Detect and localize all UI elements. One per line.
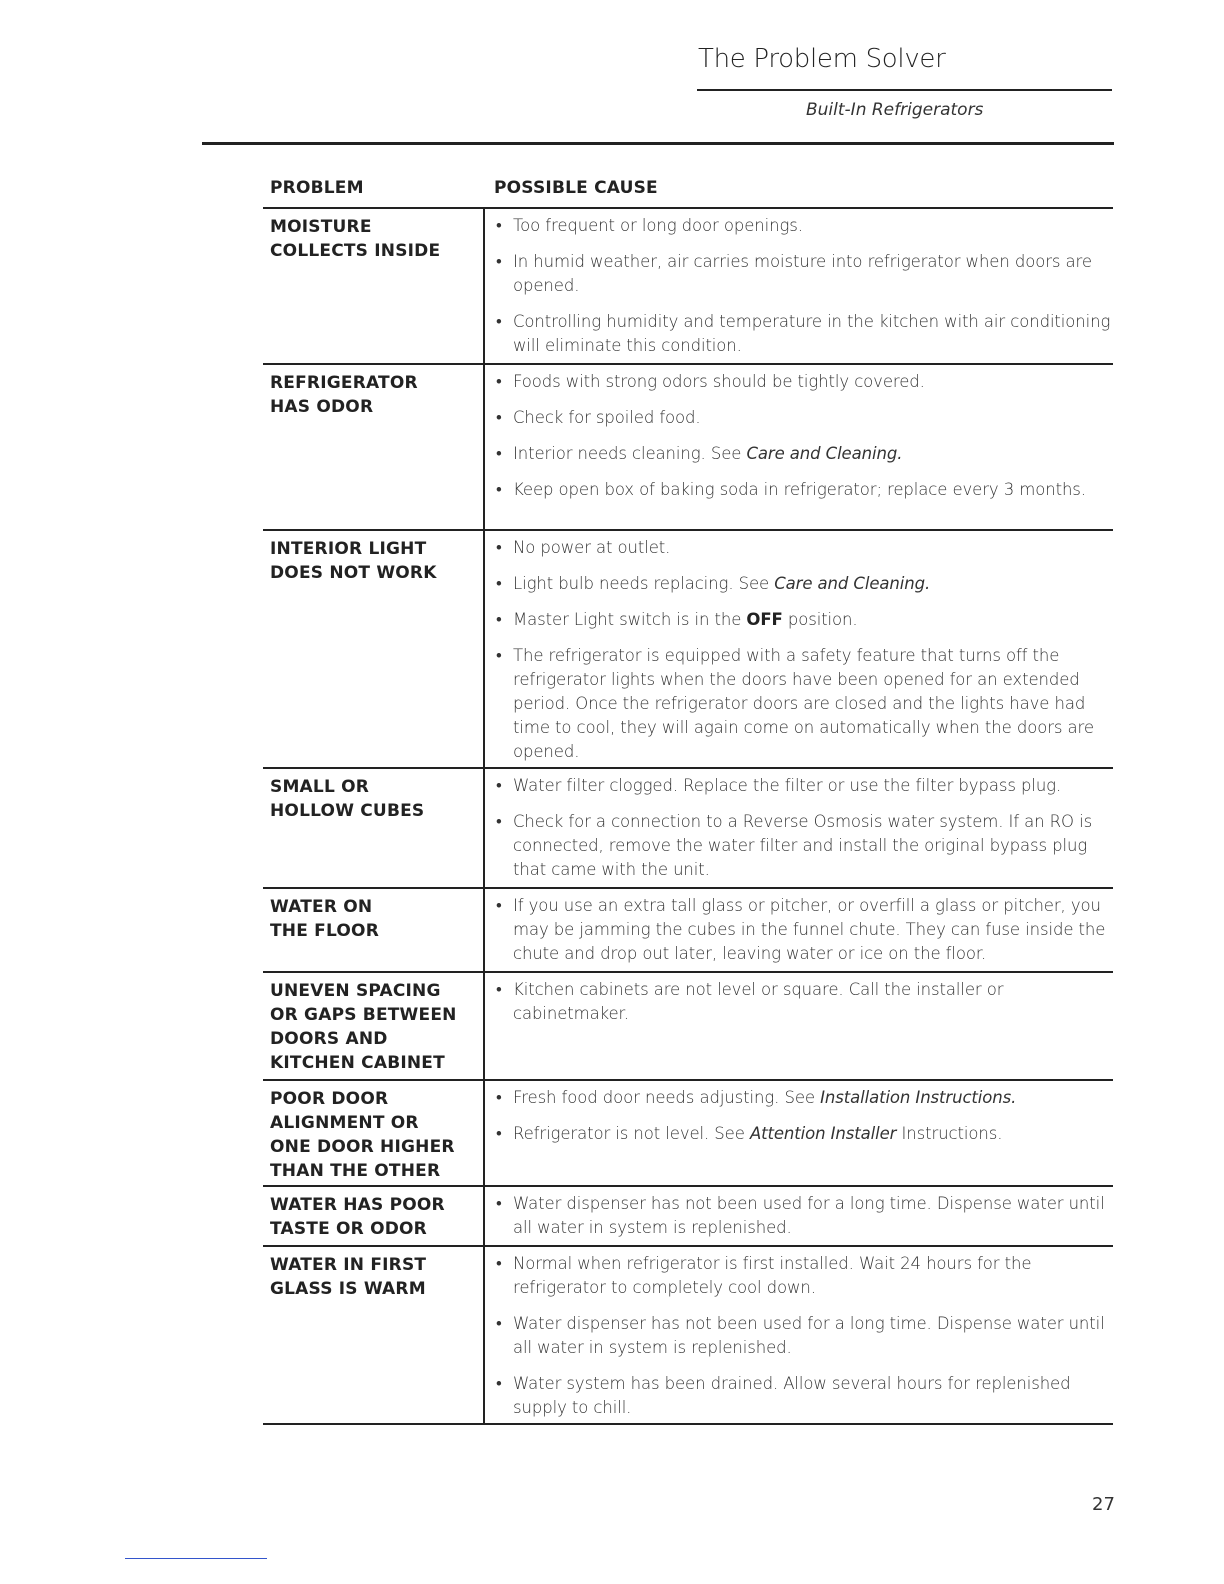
cause-text: If you use an extra tall glass or pitcher, or overfill a glass or pitcher, you may be jamming the cubes in the funnel chute. They can fuse inside the chute and drop out later, leaving water or ice on the floor. (513, 896, 1106, 963)
table-row (263, 769, 1113, 889)
cause-item (495, 310, 1113, 358)
cause-item (495, 1372, 1113, 1420)
cause-cell (485, 769, 1113, 887)
cause-cell (485, 889, 1113, 971)
problem-cell: MOISTURE COLLECTS INSIDE (263, 209, 485, 363)
cause-text: Water dispenser has not been used for a long time. Dispense water until all water in system is replenished. (513, 1194, 1105, 1237)
cause-text: Water filter clogged. Replace the filter or use the filter bypass plug. (513, 776, 1062, 795)
cause-item (495, 1252, 1113, 1300)
cause-text: Instructions. (896, 1124, 1003, 1143)
cause-cell (485, 1187, 1113, 1245)
cause-text: Refrigerator is not level. See (513, 1124, 750, 1143)
cause-item (495, 1192, 1113, 1240)
table-row (263, 209, 1113, 365)
problem-cell: SMALL OR HOLLOW CUBES (263, 769, 485, 887)
problem-cell: WATER HAS POOR TASTE OR ODOR (263, 1187, 485, 1245)
cause-text: Check for a connection to a Reverse Osmosis water system. If an RO is connected, remove the water filter and install the original bypass plug that came with the unit. (513, 812, 1093, 879)
cause-item (495, 1312, 1113, 1360)
cause-item (495, 608, 1113, 632)
cause-cell (485, 973, 1113, 1079)
cause-text: Light bulb needs replacing. See (513, 574, 775, 593)
cause-item (495, 370, 1113, 394)
cause-item (495, 406, 1113, 430)
page-title: The Problem Solver (698, 44, 946, 74)
problem-cell: WATER ON THE FLOOR (263, 889, 485, 971)
cause-item (495, 442, 1113, 466)
table-row (263, 889, 1113, 973)
cause-text: Too frequent or long door openings. (513, 216, 803, 235)
header-divider (202, 142, 1114, 145)
cause-text: Fresh food door needs adjusting. See (513, 1088, 821, 1107)
cause-text: Foods with strong odors should be tightly covered. (513, 372, 925, 391)
cause-text: Master Light switch is in the (513, 610, 747, 629)
table-body (263, 209, 1113, 1425)
cause-item (495, 894, 1113, 966)
table-header-row (263, 176, 1113, 209)
cause-item (495, 644, 1113, 764)
cause-cell (485, 1247, 1113, 1423)
cause-item (495, 774, 1113, 798)
column-header-cause: POSSIBLE CAUSE (494, 178, 658, 198)
cause-item (495, 214, 1113, 238)
cause-item (495, 810, 1113, 882)
problem-cell: REFRIGERATOR HAS ODOR (263, 365, 485, 529)
cause-item (495, 478, 1113, 502)
cause-item (495, 1122, 1113, 1146)
cause-item (495, 536, 1113, 560)
cause-text: OFF (746, 610, 783, 629)
title-rule (697, 89, 1112, 91)
table-row (263, 1081, 1113, 1187)
cause-text: Care and Cleaning. (774, 574, 931, 593)
table-row (263, 1187, 1113, 1247)
cause-text: No power at outlet. (513, 538, 671, 557)
cause-cell (485, 209, 1113, 363)
cause-text: position. (782, 610, 858, 629)
cause-text: Attention Installer (749, 1124, 897, 1143)
problem-cell: INTERIOR LIGHT DOES NOT WORK (263, 531, 485, 767)
cause-text: Interior needs cleaning. See (513, 444, 747, 463)
problem-solver-table (263, 176, 1113, 1425)
cause-cell (485, 1081, 1113, 1185)
table-row (263, 973, 1113, 1081)
cause-item (495, 572, 1113, 596)
column-header-problem: PROBLEM (270, 178, 364, 198)
cause-cell (485, 365, 1113, 529)
cause-cell (485, 531, 1113, 767)
footer-link-line (125, 1558, 267, 1559)
table-row (263, 365, 1113, 531)
cause-text: Normal when refrigerator is first installed. Wait 24 hours for the refrigerator to completely cool down. (513, 1254, 1032, 1297)
cause-text: Care and Cleaning. (746, 444, 903, 463)
cause-item (495, 1086, 1113, 1110)
problem-cell: UNEVEN SPACING OR GAPS BETWEEN DOORS AND KITCHEN CABINET (263, 973, 485, 1079)
cause-text: Check for spoiled food. (513, 408, 701, 427)
page-number: 27 (1092, 1494, 1115, 1515)
problem-cell: POOR DOOR ALIGNMENT OR ONE DOOR HIGHER THAN THE OTHER (263, 1081, 485, 1185)
cause-text: In humid weather, air carries moisture into refrigerator when doors are opened. (513, 252, 1092, 295)
cause-text: Water dispenser has not been used for a long time. Dispense water until all water in system is replenished. (513, 1314, 1105, 1357)
cause-text: Keep open box of baking soda in refrigerator; replace every 3 months. (513, 480, 1086, 499)
cause-item (495, 250, 1113, 298)
cause-text: Controlling humidity and temperature in the kitchen with air conditioning will eliminate this condition. (513, 312, 1111, 355)
cause-text: Installation Instructions. (820, 1088, 1017, 1107)
cause-text: Kitchen cabinets are not level or square. Call the installer or cabinetmaker. (513, 980, 1004, 1023)
cause-text: Water system has been drained. Allow several hours for replenished supply to chill. (513, 1374, 1071, 1417)
table-row (263, 531, 1113, 769)
cause-item (495, 978, 1113, 1026)
cause-text: The refrigerator is equipped with a safety feature that turns off the refrigerator lights when the doors have been opened for an extended period. Once the refrigerator doors are closed and the lights have had time to cool, they will again come on automatically when the doors are opened. (513, 646, 1094, 761)
page-subtitle: Built-In Refrigerators (806, 100, 984, 120)
problem-cell: WATER IN FIRST GLASS IS WARM (263, 1247, 485, 1423)
table-row (263, 1247, 1113, 1425)
